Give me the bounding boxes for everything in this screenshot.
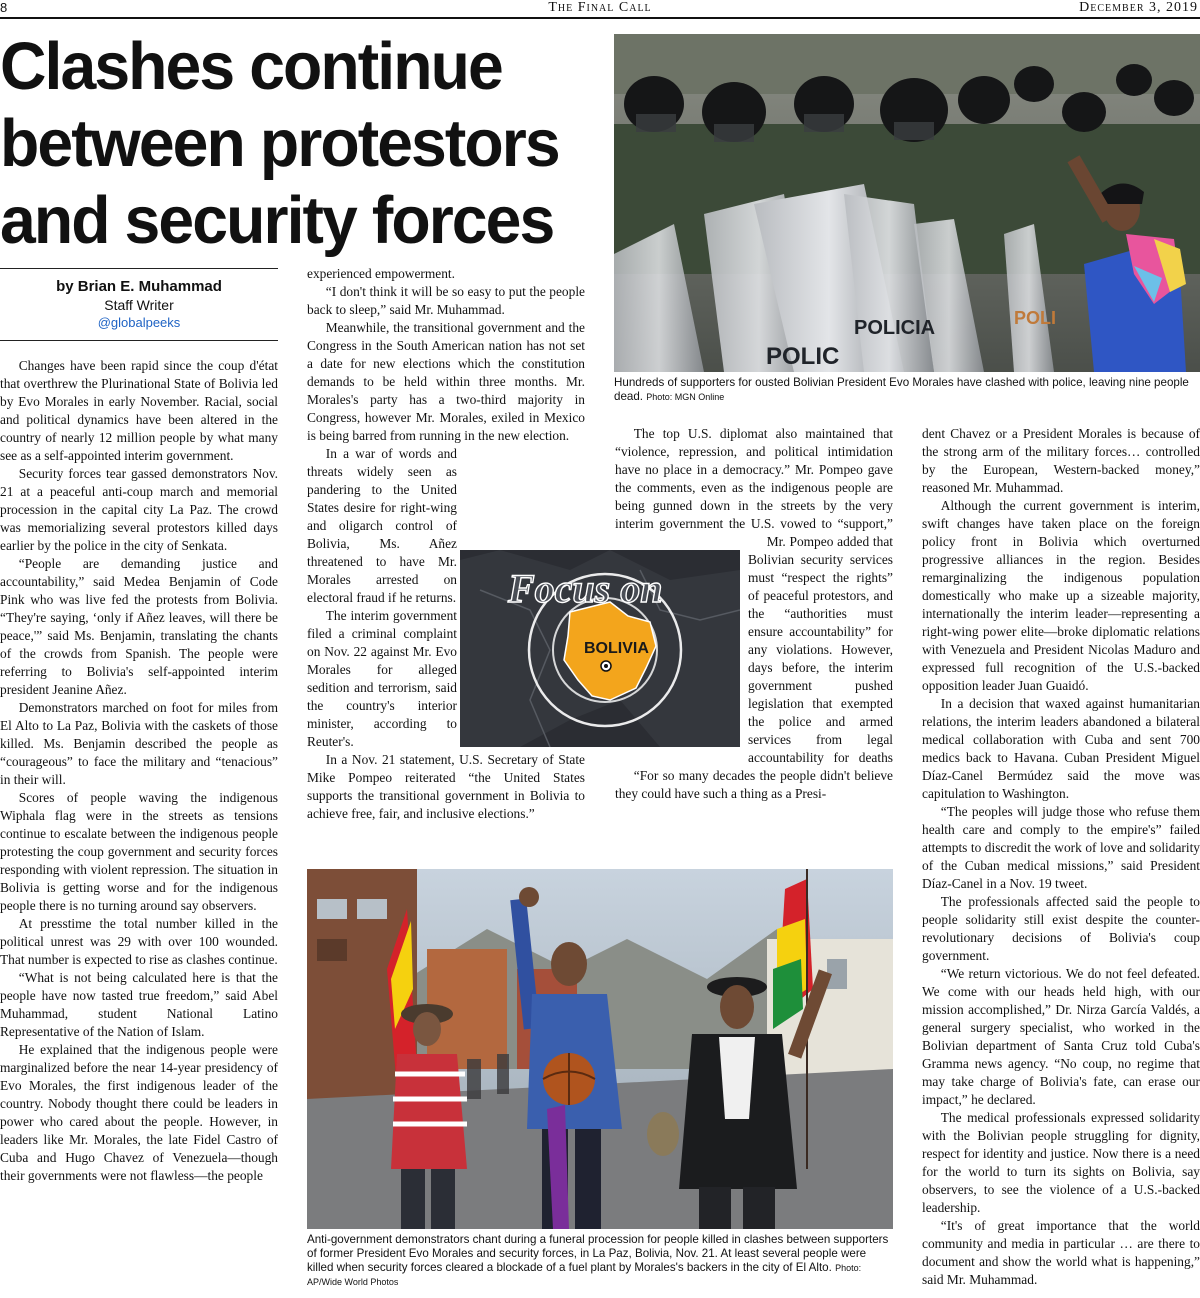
paragraph: “What is not being calculated here is that the people have now tasted true freedom,” said Abel Muhammad, student National Latino Representative of the Nation of Islam. <box>0 970 278 1039</box>
paragraph: Security forces tear gassed demonstrators Nov. 21 at a peaceful anti-coup march and memorial procession in the capital city La Paz. The crowd was memorializing several protestors killed days earlier by the police in the city of Senkata. <box>0 466 278 553</box>
paragraph: He explained that the indigenous people were marginalized before the near 14-year presidency of Evo Morales, the first indigenous leader of the country. Nobody thought there could be leaders in power who cared about the people. However, in leaders like Mr. Morales, the late Fidel Castro of Cuba and Hugo Chavez of Venezuela—though their governments were not flawless—the people <box>0 1042 278 1183</box>
paragraph: Although the current government is interim, swift changes have taken place on the foreign policy front in Bolivia which overturned progressive alliances in the region. Besides remarginalizing the indigenous population domestically who make up a sizeable majority, internationally the interim leader—representing a right-wing power elite—broke diplomatic relations with Venezuela and President Nicolas Maduro and expressed full recognition of the U.S.-backed opposition leader Juan Guaidó. <box>922 498 1200 693</box>
paragraph: Mr. Pompeo added that Bolivian security services must “respect the rights” of peaceful protestors, and the “authorities must ensure accountability” for any violations. However, days before, the interim government pushed legislation that exempted the police and armed services from legal accountability for deaths <box>748 534 893 765</box>
article-column-3-side <box>748 533 893 768</box>
paragraph: “People are demanding justice and accountability,” said Medea Benjamin of Code Pink who was live fed the protests from Bolivia. “They're saying, ‘only if Añez leaves, will there be peace,'” said Ms. Benjamin, translating the chants of the crowds from Spanish. The people were referring to Bolivia's self-appointed interim president Jeanine Añez. <box>0 556 278 697</box>
header-rule <box>0 17 1200 19</box>
police-line-illustration <box>614 34 1200 372</box>
caption-text: Hundreds of supporters for ousted Bolivian President Evo Morales have clashed with police, leaving nine people dead. <box>614 376 1189 403</box>
photo-2-caption <box>307 1233 893 1289</box>
paragraph: The interim government filed a criminal complaint on Nov. 22 against Mr. Evo Morales for alleged sedition and terrorism, said the country's interior minister, according to Reuter's. <box>307 608 457 749</box>
paragraph: At presstime the total number killed in the political unrest was 29 with over 100 wounded. That number is expected to rise as clashes continue. <box>0 916 278 967</box>
byline-author: by Brian E. Muhammad <box>56 278 222 295</box>
article-column-4 <box>922 425 1200 1297</box>
paragraph: Scores of people waving the indigenous Wiphala flag were in the streets as tensions continue to escalate between the indigenous people protesting the coup government and security forces responding with violent repression. The situation in Bolivia is getting worse and for the indigenous people there is no turning around say observers. <box>0 790 278 913</box>
focus-country: BOLIVIA <box>584 640 649 657</box>
byline <box>0 277 278 332</box>
byline-role: Staff Writer <box>104 297 174 313</box>
focus-on-bolivia-graphic <box>460 550 740 747</box>
caption-text: Anti-government demonstrators chant during a funeral procession for people killed in clashes between supporters of former President Evo Morales and security forces, in La Paz, Bolivia, Nov. 21. At least several people were killed when security forces cleared a blockade of a fuel plant by Morales's backers in the city of El Alto. <box>307 1233 889 1274</box>
bolivia-map-illustration <box>460 550 740 747</box>
paragraph: The professionals affected said the people to people solidarity still exist despite the counter-revolutionary decisions of Bolivia's coup government. <box>922 894 1200 963</box>
shield-text-2: POLICIA <box>854 317 936 339</box>
paragraph: “The peoples will judge those who refuse them health care and comply to the empire's” failed attempts to discredit the work of love and solidarity of the Cuban medical missions,” said President Díaz-Canel in a Nov. 19 tweet. <box>922 804 1200 891</box>
paragraph: dent Chavez or a President Morales is because of the strong arm of the military forces… controlled by the European, Western-backed money,” reasoned Mr. Muhammad. <box>922 426 1200 495</box>
paragraph: In a Nov. 21 statement, U.S. Secretary of State Mike Pompeo reiterated “the United States supports the transitional government in Bolivia to achieve free, fair, and inclusive elections.” <box>307 752 585 821</box>
byline-handle[interactable]: @globalpeeks <box>97 315 181 330</box>
article-column-1 <box>0 357 278 1297</box>
funeral-procession-photo <box>307 869 893 1229</box>
photo-credit: Photo: AP/Wide World Photos <box>307 1263 862 1287</box>
paragraph: “For so many decades the people didn't believe they could have such a thing as a Presi- <box>615 768 893 801</box>
headline-line-2: between protestors <box>0 106 559 181</box>
paragraph: “We return victorious. We do not feel defeated. We come with our heads held high, with our mission accomplished,” Dr. Nirza García Valdés, a general surgery specialist, who worked in the Bolivian department of Santa Cruz told Cuba's Gramma news agency. “No coup, no regime that may take charge of Bolivia's fate, can erase our impact,” he declared. <box>922 966 1200 1107</box>
headline-line-3: and security forces <box>0 183 554 258</box>
issue-date: December 3, 2019 <box>1079 0 1198 15</box>
byline-top-rule <box>0 268 278 269</box>
procession-illustration <box>307 869 893 1229</box>
paragraph: “It's of great importance that the world community and media in particular … are there to document and show the world what is happening,” said Mr. Muhammad. <box>922 1218 1200 1287</box>
photo-credit: Photo: MGN Online <box>646 392 725 402</box>
paragraph: In a war of words and threats widely seen as pandering to the United States desire for right-wing and oligarch control of Bolivia, Ms. Añez threatened to have Mr. Morales arrested on electoral fraud if he returns. <box>307 446 457 605</box>
paragraph: The top U.S. diplomat also maintained that “violence, repression, and political intimidation have no place in a democracy.” Mr. Pompeo gave the comments, even as the indigenous people are being gunned down in the streets by the very interim government the U.S. vowed to “support,” <box>615 426 893 531</box>
headline <box>0 28 586 259</box>
paragraph: “I don't think it will be so easy to put the people back to sleep,” said Mr. Muhammad. <box>307 284 585 317</box>
paragraph: Demonstrators marched on foot for miles from El Alto to La Paz, Bolivia with the caskets of those killed. Ms. Benjamin described the people as “courageous” to face the military and “tenacious” in their will. <box>0 700 278 787</box>
shield-text-3: POLI <box>1014 308 1057 328</box>
focus-title: Focus on <box>508 566 663 611</box>
paragraph: experienced empowerment. <box>307 266 455 281</box>
publication-name: The Final Call <box>548 0 652 15</box>
paragraph: Meanwhile, the transitional government and the Congress in the South American nation has not set a date for new elections which the constitution demands to be held within three months. Mr. Morales's party has a two-third majority in Congress, however Mr. Morales, exiled in Mexico is being barred from running in the new election. <box>307 320 585 443</box>
byline-bottom-rule <box>0 340 278 341</box>
photo-1-caption <box>614 376 1200 404</box>
paragraph: The medical professionals expressed solidarity with the Bolivian people struggling for dignity, respect for identity and justice. Now there is a need for the world to turn its sights on Bolivia, say observers, to see the violence of a U.S.-backed leadership. <box>922 1110 1200 1215</box>
article-column-3-bottom <box>615 767 893 867</box>
police-line-photo <box>614 34 1200 372</box>
article-column-3-top <box>615 425 893 535</box>
paragraph: Changes have been rapid since the coup d'état that overthrew the Plurinational State of Bolivia led by Evo Morales in early November. Racial, social and political dynamics have been altered in the country of nearly 12 million people by what many see as a self-appointed interim government. <box>0 358 278 463</box>
headline-line-1: Clashes continue <box>0 29 502 104</box>
paragraph: In a decision that waxed against humanitarian relations, the interim leaders abandoned a bilateral medical collaboration with Cuba and sent 700 medics back to Havana. Cuban President Miguel Díaz-Canel Bermúdez said the move was capitulation to Washington. <box>922 696 1200 801</box>
page-number: 8 <box>0 0 8 15</box>
shield-text-1: POLIC <box>766 343 840 370</box>
